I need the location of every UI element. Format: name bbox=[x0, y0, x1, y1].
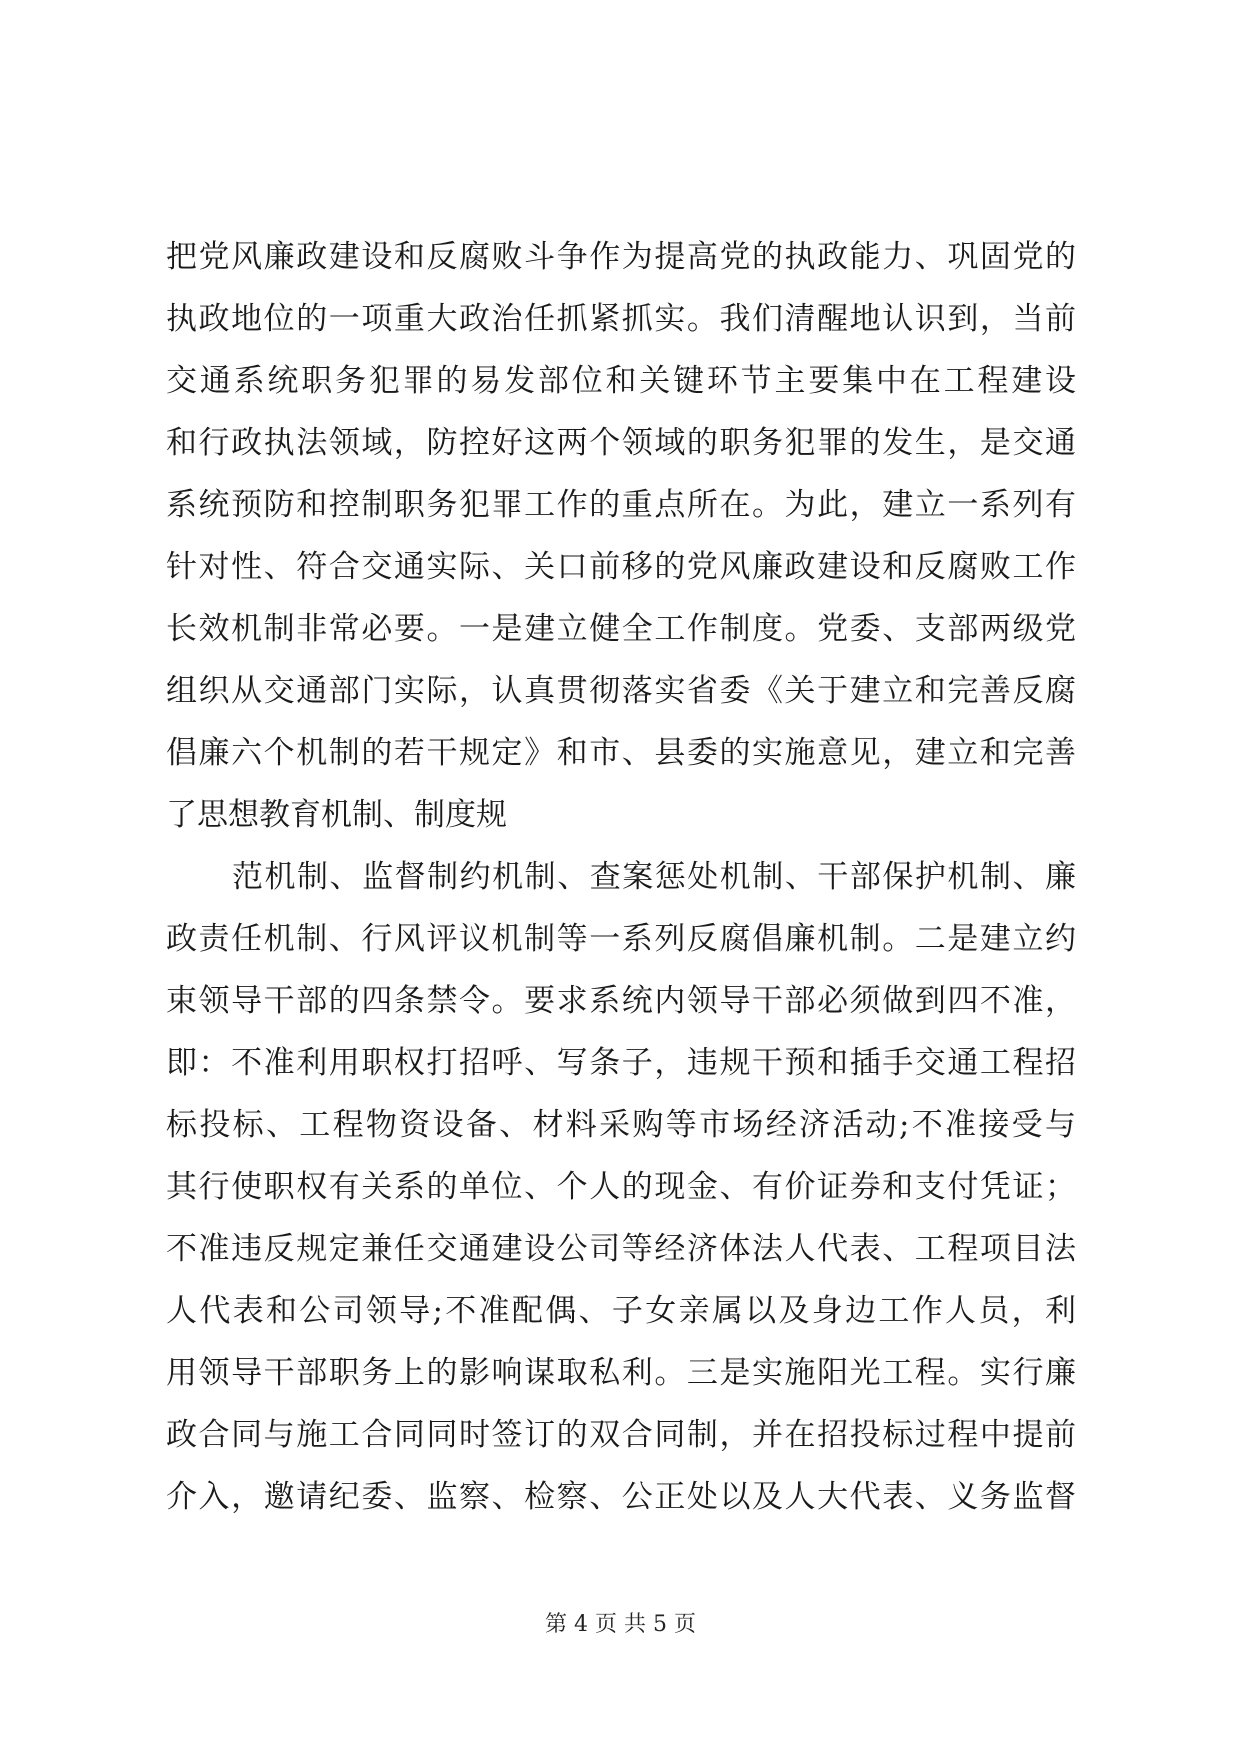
text-line: 范机制、监督制约机制、查案惩处机制、干部保护机制、廉 bbox=[232, 859, 1076, 895]
text-line: 人代表和公司领导;不准配偶、子女亲属以及身边工作人员，利 bbox=[166, 1293, 1076, 1329]
text-line: 系统预防和控制职务犯罪工作的重点所在。为此，建立一系列有 bbox=[166, 487, 1076, 523]
text-line: 倡廉六个机制的若干规定》和市、县委的实施意见，建立和完善 bbox=[166, 735, 1076, 771]
text-line: 束领导干部的四条禁令。要求系统内领导干部必须做到四不准， bbox=[166, 983, 1076, 1019]
text-line: 政责任机制、行风评议机制等一系列反腐倡廉机制。二是建立约 bbox=[166, 921, 1076, 957]
text-line: 针对性、符合交通实际、关口前移的党风廉政建设和反腐败工作 bbox=[166, 549, 1076, 585]
text-line: 标投标、工程物资设备、材料采购等市场经济活动;不准接受与 bbox=[166, 1107, 1076, 1143]
text-line: 和行政执法领域，防控好这两个领域的职务犯罪的发生，是交通 bbox=[166, 425, 1076, 461]
text-line: 介入，邀请纪委、监察、检察、公正处以及人大代表、义务监督 bbox=[166, 1479, 1076, 1515]
text-line: 不准违反规定兼任交通建设公司等经济体法人代表、工程项目法 bbox=[166, 1231, 1076, 1267]
text-line: 执政地位的一项重大政治任抓紧抓实。我们清醒地认识到，当前 bbox=[166, 301, 1076, 337]
text-line: 了思想教育机制、制度规 bbox=[166, 797, 507, 833]
text-line: 其行使职权有关系的单位、个人的现金、有价证券和支付凭证； bbox=[166, 1169, 1076, 1205]
text-line: 把党风廉政建设和反腐败斗争作为提高党的执政能力、巩固党的 bbox=[166, 239, 1076, 275]
page-footer: 第 4 页 共 5 页 bbox=[545, 1612, 696, 1637]
text-line: 政合同与施工合同同时签订的双合同制，并在招投标过程中提前 bbox=[166, 1417, 1076, 1453]
text-line: 组织从交通部门实际，认真贯彻落实省委《关于建立和完善反腐 bbox=[166, 673, 1076, 709]
text-line: 用领导干部职务上的影响谋取私利。三是实施阳光工程。实行廉 bbox=[166, 1355, 1076, 1391]
text-line: 长效机制非常必要。一是建立健全工作制度。党委、支部两级党 bbox=[166, 611, 1076, 647]
text-line: 交通系统职务犯罪的易发部位和关键环节主要集中在工程建设 bbox=[166, 363, 1076, 399]
text-line: 即：不准利用职权打招呼、写条子，违规干预和插手交通工程招 bbox=[166, 1045, 1076, 1081]
